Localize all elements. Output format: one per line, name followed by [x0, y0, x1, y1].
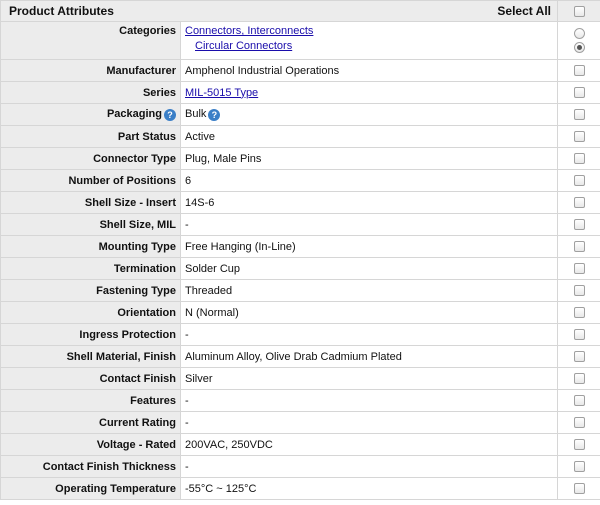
attribute-checkbox[interactable] — [574, 417, 585, 428]
attribute-label — [1, 456, 181, 478]
attribute-label — [1, 214, 181, 236]
attribute-value-text: Bulk — [185, 108, 207, 121]
attribute-checkbox[interactable] — [574, 439, 585, 450]
attribute-label — [1, 324, 181, 346]
attribute-checkbox[interactable] — [574, 395, 585, 406]
category-radio-connectors[interactable] — [574, 28, 585, 39]
attribute-select-cell — [558, 82, 600, 104]
table-row — [1, 368, 600, 390]
attribute-value — [181, 302, 558, 324]
attribute-label-text: Shell Size, MIL — [99, 218, 176, 231]
attribute-label-text: Packaging — [106, 108, 162, 121]
attribute-label — [1, 368, 181, 390]
attribute-value — [181, 192, 558, 214]
attribute-value — [181, 434, 558, 456]
attribute-value — [181, 148, 558, 170]
attribute-select-cell — [558, 434, 600, 456]
attribute-checkbox[interactable] — [574, 329, 585, 340]
attribute-label-text: Ingress Protection — [79, 328, 176, 341]
table-row — [1, 412, 600, 434]
attribute-label-text: Orientation — [117, 306, 176, 319]
table-row — [1, 478, 600, 500]
attribute-select-cell — [558, 368, 600, 390]
attribute-value-text: Free Hanging (In-Line) — [185, 240, 296, 253]
attribute-select-cell — [558, 214, 600, 236]
attribute-value-text: -55°C ~ 125°C — [185, 482, 257, 495]
attribute-value — [181, 82, 558, 104]
attribute-label — [1, 126, 181, 148]
attribute-checkbox[interactable] — [574, 131, 585, 142]
attribute-select-cell — [558, 302, 600, 324]
attribute-select-cell — [558, 324, 600, 346]
table-row — [1, 302, 600, 324]
attribute-value — [181, 280, 558, 302]
attribute-select-cell — [558, 478, 600, 500]
attribute-label — [1, 236, 181, 258]
attribute-select-cell — [558, 456, 600, 478]
attribute-value — [181, 126, 558, 148]
attribute-value-text: Amphenol Industrial Operations — [185, 64, 340, 77]
attribute-label — [1, 390, 181, 412]
attribute-select-cell — [558, 126, 600, 148]
attribute-label — [1, 82, 181, 104]
section-title: Product Attributes — [9, 4, 114, 18]
table-row — [1, 60, 600, 82]
attribute-label-text: Shell Material, Finish — [66, 350, 176, 363]
table-row — [1, 456, 600, 478]
attribute-value — [181, 456, 558, 478]
table-row — [1, 82, 600, 104]
attribute-value-text: Plug, Male Pins — [185, 152, 262, 165]
attribute-value-text: - — [185, 394, 189, 407]
attribute-checkbox[interactable] — [574, 109, 585, 120]
table-row — [1, 324, 600, 346]
attribute-label-text: Current Rating — [99, 416, 176, 429]
header-cell — [1, 1, 558, 22]
attribute-rows — [1, 60, 600, 500]
table-row — [1, 280, 600, 302]
attribute-checkbox[interactable] — [574, 219, 585, 230]
attribute-select-cell — [558, 258, 600, 280]
attribute-select-cell — [558, 390, 600, 412]
help-icon[interactable]: ? — [164, 109, 176, 121]
attribute-label-text: Contact Finish — [99, 372, 176, 385]
table-row — [1, 192, 600, 214]
attribute-value-text: Solder Cup — [185, 262, 241, 275]
categories-value — [181, 22, 558, 60]
category-link-connectors[interactable]: Connectors, Interconnects — [185, 25, 314, 37]
attribute-label: Categories — [1, 22, 181, 60]
attribute-select-cell — [558, 192, 600, 214]
select-all-checkbox[interactable] — [574, 6, 585, 17]
attribute-label — [1, 148, 181, 170]
attribute-value-text: 14S-6 — [185, 196, 215, 209]
attribute-label-text: Contact Finish Thickness — [42, 460, 176, 473]
attribute-checkbox[interactable] — [574, 483, 585, 494]
attribute-label-text: Part Status — [117, 130, 176, 143]
attribute-value — [181, 478, 558, 500]
attribute-value — [181, 236, 558, 258]
attribute-label — [1, 60, 181, 82]
table-row — [1, 214, 600, 236]
attribute-label — [1, 258, 181, 280]
attribute-label-text: Number of Positions — [68, 174, 176, 187]
attribute-checkbox[interactable] — [574, 461, 585, 472]
attribute-label-text: Mounting Type — [98, 240, 176, 253]
select-all-label: Select All — [497, 4, 551, 18]
table-row-categories — [1, 22, 600, 60]
attribute-label — [1, 302, 181, 324]
attribute-value — [181, 390, 558, 412]
attribute-label-text: Voltage - Rated — [96, 438, 176, 451]
table-row — [1, 170, 600, 192]
attribute-value — [181, 104, 558, 126]
category-radio-circular[interactable] — [574, 42, 585, 53]
table-row — [1, 390, 600, 412]
attribute-value-text: - — [185, 460, 189, 473]
attribute-checkbox[interactable] — [574, 65, 585, 76]
attribute-checkbox[interactable] — [574, 351, 585, 362]
attribute-value — [181, 214, 558, 236]
attribute-checkbox[interactable] — [574, 175, 585, 186]
table-row — [1, 258, 600, 280]
attribute-label-text: Connector Type — [93, 152, 176, 165]
attribute-checkbox[interactable] — [574, 153, 585, 164]
table-row — [1, 434, 600, 456]
attribute-checkbox[interactable] — [574, 197, 585, 208]
attribute-checkbox[interactable] — [574, 87, 585, 98]
attribute-value-text: - — [185, 328, 189, 341]
category-link-circular[interactable]: Circular Connectors — [195, 40, 293, 52]
attribute-label — [1, 104, 181, 126]
attribute-value-text: - — [185, 416, 189, 429]
attribute-value-text: Aluminum Alloy, Olive Drab Cadmium Plated — [185, 350, 402, 363]
attribute-label — [1, 170, 181, 192]
help-icon[interactable]: ? — [208, 109, 220, 121]
attribute-label-text: Features — [130, 394, 176, 407]
attribute-select-cell — [558, 170, 600, 192]
attribute-label — [1, 192, 181, 214]
table-row — [1, 126, 600, 148]
attribute-select-cell — [558, 148, 600, 170]
series-link[interactable]: MIL-5015 Type — [185, 86, 259, 99]
attribute-label — [1, 280, 181, 302]
attribute-value-text: N (Normal) — [185, 306, 239, 319]
attribute-label-text: Shell Size - Insert — [84, 196, 176, 209]
attribute-label-text: Operating Temperature — [55, 482, 176, 495]
attribute-value — [181, 258, 558, 280]
attribute-label — [1, 412, 181, 434]
attribute-select-cell — [558, 346, 600, 368]
attribute-label — [1, 346, 181, 368]
attribute-label-text: Fastening Type — [96, 284, 176, 297]
attribute-value-text: Active — [185, 130, 215, 143]
attribute-label-text: Termination — [113, 262, 176, 275]
attribute-value — [181, 346, 558, 368]
table-header — [1, 1, 600, 22]
attribute-checkbox[interactable] — [574, 307, 585, 318]
categories-select-cell — [558, 22, 600, 60]
table-row — [1, 236, 600, 258]
attribute-checkbox[interactable] — [574, 241, 585, 252]
attribute-checkbox[interactable] — [574, 263, 585, 274]
attribute-select-cell — [558, 236, 600, 258]
attribute-checkbox[interactable] — [574, 373, 585, 384]
attribute-select-cell — [558, 104, 600, 126]
attribute-value — [181, 412, 558, 434]
attribute-label-text: Series — [142, 86, 176, 99]
attribute-value-text: 200VAC, 250VDC — [185, 438, 273, 451]
attribute-value — [181, 324, 558, 346]
attribute-label — [1, 478, 181, 500]
table-row — [1, 346, 600, 368]
attribute-select-cell — [558, 280, 600, 302]
attribute-select-cell — [558, 412, 600, 434]
attribute-value — [181, 60, 558, 82]
table-row — [1, 148, 600, 170]
attribute-label-text: Manufacturer — [106, 64, 176, 77]
attribute-select-cell — [558, 60, 600, 82]
attribute-value-text: 6 — [185, 174, 192, 187]
attribute-value-text: Threaded — [185, 284, 233, 297]
attribute-value — [181, 170, 558, 192]
attribute-value-text: - — [185, 218, 189, 231]
table-row — [1, 104, 600, 126]
attribute-value — [181, 368, 558, 390]
select-all-cell — [558, 1, 600, 22]
attribute-value-text: Silver — [185, 372, 213, 385]
attribute-label — [1, 434, 181, 456]
attribute-checkbox[interactable] — [574, 285, 585, 296]
